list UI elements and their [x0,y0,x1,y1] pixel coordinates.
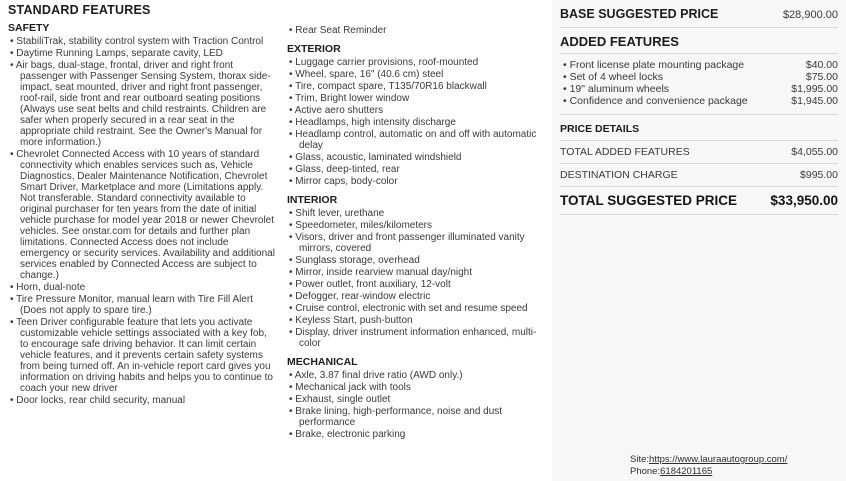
price-detail-value: $4,055.00 [791,146,838,158]
feature-item: • Headlamp control, automatic on and off with automatic delay [289,129,537,151]
feature-item: • Keyless Start, push-button [289,315,413,326]
feature-item: • Display, driver instrument information enhanced, multi-color [289,327,537,349]
price-details-heading: PRICE DETAILS [560,115,838,141]
added-feature-price: $40.00 [805,59,838,71]
feature-item: • Defogger, rear-window electric [289,291,431,302]
features-sections-middle [287,25,548,440]
feature-list [8,36,275,406]
feature-item: • Daytime Running Lamps, separate cavity, LED [10,48,223,59]
feature-item: • Shift lever, urethane [289,208,385,219]
total-price-label: TOTAL SUGGESTED PRICE [560,193,738,208]
section-heading: EXTERIOR [287,43,341,55]
added-feature-price: $1,945.00 [791,95,838,107]
added-feature-row [560,71,838,83]
features-column-left [0,0,281,481]
added-feature-label: • Set of 4 wheel locks [560,71,663,83]
price-detail-label: DESTINATION CHARGE [560,169,678,181]
added-feature-row [560,95,838,107]
base-price-row [560,4,838,28]
features-sections-left [8,23,275,406]
phone-link[interactable]: 6184201165 [660,465,713,477]
feature-item: • Mirror, inside rearview manual day/night [289,267,473,278]
feature-item: • Horn, dual-note [10,282,86,293]
price-detail-label: TOTAL ADDED FEATURES [560,146,690,158]
feature-item: • Visors, driver and front passenger illuminated vanity mirrors, covered [289,232,525,254]
dealer-contact [630,454,787,477]
added-feature-row [560,83,838,95]
feature-item: • Wheel, spare, 16" (40.6 cm) steel [289,69,444,80]
feature-list [287,57,548,187]
price-detail-row [560,141,838,164]
feature-item: • Chevrolet Connected Access with 10 years of standard connectivity which enables services such as, Vehicle Diagnostics, Dealer Maintenance Notification, Chevrolet Smart Driver, Marketplace and more (Limitations apply. Not transferable. Standard connectivity available to original purchaser for ten years from the date of initial vehicle purchase for model year 2018 or newer Chevrolet vehicles. See onstar.com for details and further plan limitations. Connected Access does not include emergency or security services. Availability and additional services enabled by Connected Access are subject to change.) [10,149,275,281]
feature-list [287,370,548,440]
feature-item: • Mirror caps, body-color [289,176,398,187]
base-price-value: $28,900.00 [782,9,838,21]
added-feature-label: • Front license plate mounting package [560,59,744,71]
added-feature-label: • 19" aluminum wheels [560,83,669,95]
feature-item: • Tire Pressure Monitor, manual learn with Tire Fill Alert (Does not apply to spare tire.) [10,294,254,316]
phone-label: Phone: [630,465,661,477]
feature-item: • Glass, deep-tinted, rear [289,164,400,175]
added-feature-price: $1,995.00 [791,83,838,95]
feature-item: • Mechanical jack with tools [289,382,411,393]
section-heading: MECHANICAL [287,356,358,368]
feature-item: • Sunglass storage, overhead [289,255,420,266]
added-features-heading: ADDED FEATURES [560,28,838,54]
total-price-value: $33,950.00 [770,193,838,208]
feature-item: • Axle, 3.87 final drive ratio (AWD only.) [289,370,463,381]
page-title: STANDARD FEATURES [8,3,151,17]
feature-item: • Headlamps, high intensity discharge [289,117,456,128]
features-column-middle [281,0,552,481]
site-link[interactable]: https://www.lauraautogroup.com/ [649,454,788,465]
feature-item: • Power outlet, front auxiliary, 12-volt [289,279,451,290]
feature-item: • Cruise control, electronic with set and resume speed [289,303,528,314]
total-price-row [560,187,838,215]
pricing-panel [552,0,846,481]
feature-item: • Tire, compact spare, T135/70R16 blackwall [289,81,487,92]
feature-item: • Luggage carrier provisions, roof-mounted [289,57,479,68]
feature-item: • Active aero shutters [289,105,384,116]
added-feature-price: $75.00 [805,71,838,83]
feature-item: • Air bags, dual-stage, frontal, driver and right front passenger with Passenger Sensing System, thorax side-impact, seat mounted, driver and right front passenger, roof-rail, side front and rear outboard seating positions (Always use seat belts and child restraints. Children are safer when properly secured in a rear seat in the appropriate child restraint. See the Owner's Manual for more information.) [10,60,271,148]
base-price-label: BASE SUGGESTED PRICE [560,7,719,21]
feature-item: • Brake, electronic parking [289,429,406,440]
feature-item: • Exhaust, single outlet [289,394,391,405]
feature-item: • Speedometer, miles/kilometers [289,220,433,231]
section-heading: SAFETY [8,22,50,34]
feature-item: • Rear Seat Reminder [289,25,387,36]
price-detail-rows [560,141,838,187]
site-label: Site: [630,454,650,465]
site-line [630,454,787,466]
added-feature-label: • Confidence and convenience package [560,95,748,107]
feature-item: • Brake lining, high-performance, noise and dust performance [289,406,503,428]
feature-item: • Glass, acoustic, laminated windshield [289,152,462,163]
feature-item: • StabiliTrak, stability control system with Traction Control [10,36,264,47]
section-heading: INTERIOR [287,194,338,206]
price-detail-value: $995.00 [800,169,838,181]
added-features-list [560,54,838,115]
feature-item: • Teen Driver configurable feature that lets you activate customizable vehicle settings associated with a key fob, to encourage safe driving behavior. It can limit certain vehicle features, and it prevents certain safety systems from being turned off. An in-vehicle report card gives you information on driving habits and helps you to continue to coach your new driver [10,317,273,394]
feature-list [287,25,548,36]
feature-list [287,208,548,349]
added-feature-row [560,59,838,71]
feature-item: • Trim, Bright lower window [289,93,410,104]
phone-line [630,466,787,478]
feature-item: • Door locks, rear child security, manual [10,395,186,406]
price-detail-row [560,164,838,187]
